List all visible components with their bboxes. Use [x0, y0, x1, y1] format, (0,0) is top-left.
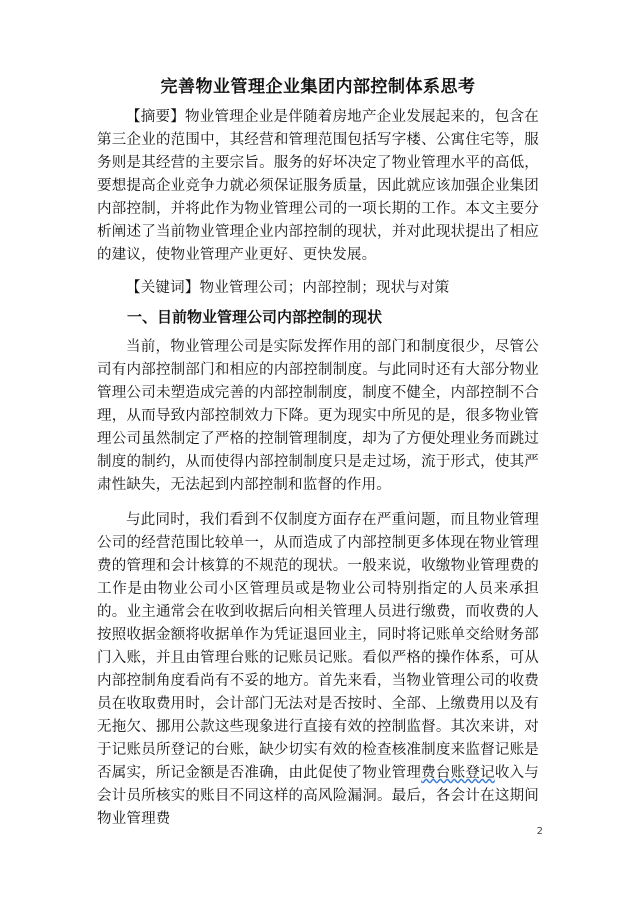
abstract-paragraph: 【摘要】物业管理企业是伴随着房地产企业发展起来的，包含在第三企业的范围中，其经营和管理范围包括写字楼、公寓住宅等，服务则是其经营的主要宗旨。服务的好坏决定了物业管理水平的高低，要想提高企业竞争力就必须保证服务质量，因此就应该加强企业集团内部控制，并将此作为物业管理公司的一项长期的工作。本文主要分析阐述了当前物业管理企业内部控制的现状，并对此现状提出了相应的建议，使物业管理产业更好、更快发展。 [97, 109, 539, 263]
page-number: 2 [536, 826, 543, 837]
body-paragraph-2 [97, 509, 539, 831]
document-title: 完善物业管理企业集团内部控制体系思考 [160, 77, 476, 97]
paragraph-2-text-before: 与此同时，我们看到不仅制度方面存在严重问题，而且物业管理公司的经营范围比较单一，从而造成了内部控制更多体现在物业管理费的管理和会计核算的不规范的现状。一般来说，收缴物业管理费的工作是由物业公司小区管理员或是物业公司特别指定的人员来承担的。业主通常会在收到收据后向相关管理人员进行缴费，而收费的人按照收据金额将收据单作为凭证退回业主，同时将记账单交给财务部门入账，并且由管理台账的记账员记账。看似严格的操作体系，可从内部控制角度看尚有不妥的地方。首先来看，当物业管理公司的收费员在收取费用时，会计部门无法对是否按时、全部、上缴费用以及有无拖欠、挪用公款这些现象进行直接有效的控制监督。其次来讲，对于记账员所登记的台账，缺少切实有效的检查核准制度来监督记账是否属实，所记金额是否准确，由此促使了物业管理 [97, 512, 539, 781]
document-body [97, 74, 539, 831]
spellcheck-underlined-text: 费台账登记 [421, 765, 495, 781]
keywords-paragraph: 【关键词】物业管理公司；内部控制；现状与对策 [126, 280, 450, 296]
paragraph-2-text-after: 收入与会计员所核实的账目不同这样的高风险漏洞。最后，各会计在这期间物业管理费 [97, 765, 539, 827]
body-paragraph-1: 当前，物业管理公司是实际发挥作用的部门和制度很少，尽管公司有内部控制部门和相应的内部控制制度。与此同时还有大部分物业管理公司未塑造成完善的内部控制制度，制度不健全，内部控制不合理，从而导致内部控制效力下降。更为现实中所见的是，很多物业管理公司虽然制定了严格的控制管理制度，却为了方便处理业务而跳过制度的制约，从而使得内部控制制度只是走过场，流于形式，使其严肃性缺失，无法起到内部控制和监督的作用。 [97, 339, 539, 493]
section-heading: 一、目前物业管理公司内部控制的现状 [127, 308, 383, 326]
